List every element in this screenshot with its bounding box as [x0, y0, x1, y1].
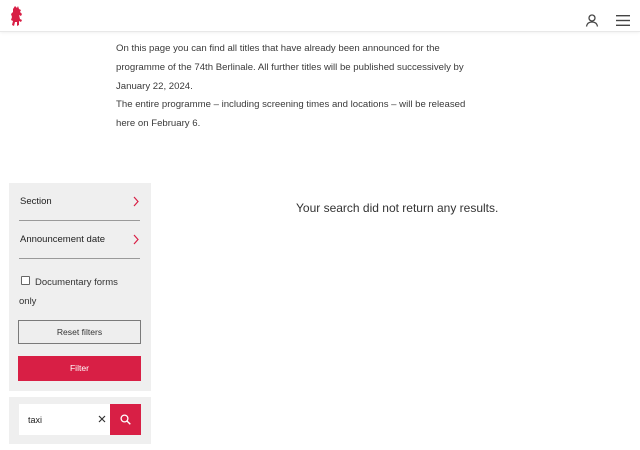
reset-filters-button[interactable]: Reset filters — [18, 320, 141, 344]
chevron-right-icon — [133, 234, 139, 245]
search-panel — [9, 397, 151, 444]
search-button[interactable] — [110, 404, 141, 435]
berlinale-bear-logo[interactable] — [9, 5, 25, 27]
search-icon — [120, 414, 131, 425]
filter-button[interactable]: Filter — [18, 356, 141, 381]
user-icon[interactable] — [585, 13, 599, 27]
search-field — [19, 404, 110, 435]
top-navigation-bar — [0, 0, 640, 32]
documentary-checkbox[interactable] — [21, 276, 30, 285]
intro-paragraph-2: The entire programme – including screening times and locations – will be released here on February 6. — [116, 99, 466, 130]
announcement-date-filter-label: Announcement date — [20, 234, 106, 245]
search-input[interactable] — [19, 404, 94, 435]
close-icon[interactable] — [98, 415, 106, 423]
announcement-date-filter-toggle[interactable] — [19, 221, 140, 259]
intro-text — [116, 40, 466, 134]
documentary-checkbox-label[interactable]: Documentary forms only — [19, 277, 118, 307]
empty-results-message: Your search did not return any results. — [296, 201, 499, 215]
chevron-right-icon — [133, 196, 139, 207]
intro-paragraph-1: On this page you can find all titles that have already been announced for the programme of the 74th Berlinale. All further titles will be published successively by January 22, 2024. — [116, 43, 464, 92]
filter-panel — [9, 183, 151, 391]
documentary-filter — [19, 273, 144, 311]
section-filter-label: Section — [20, 196, 52, 207]
section-filter-toggle[interactable] — [19, 183, 140, 221]
hamburger-menu-icon[interactable] — [616, 15, 630, 26]
